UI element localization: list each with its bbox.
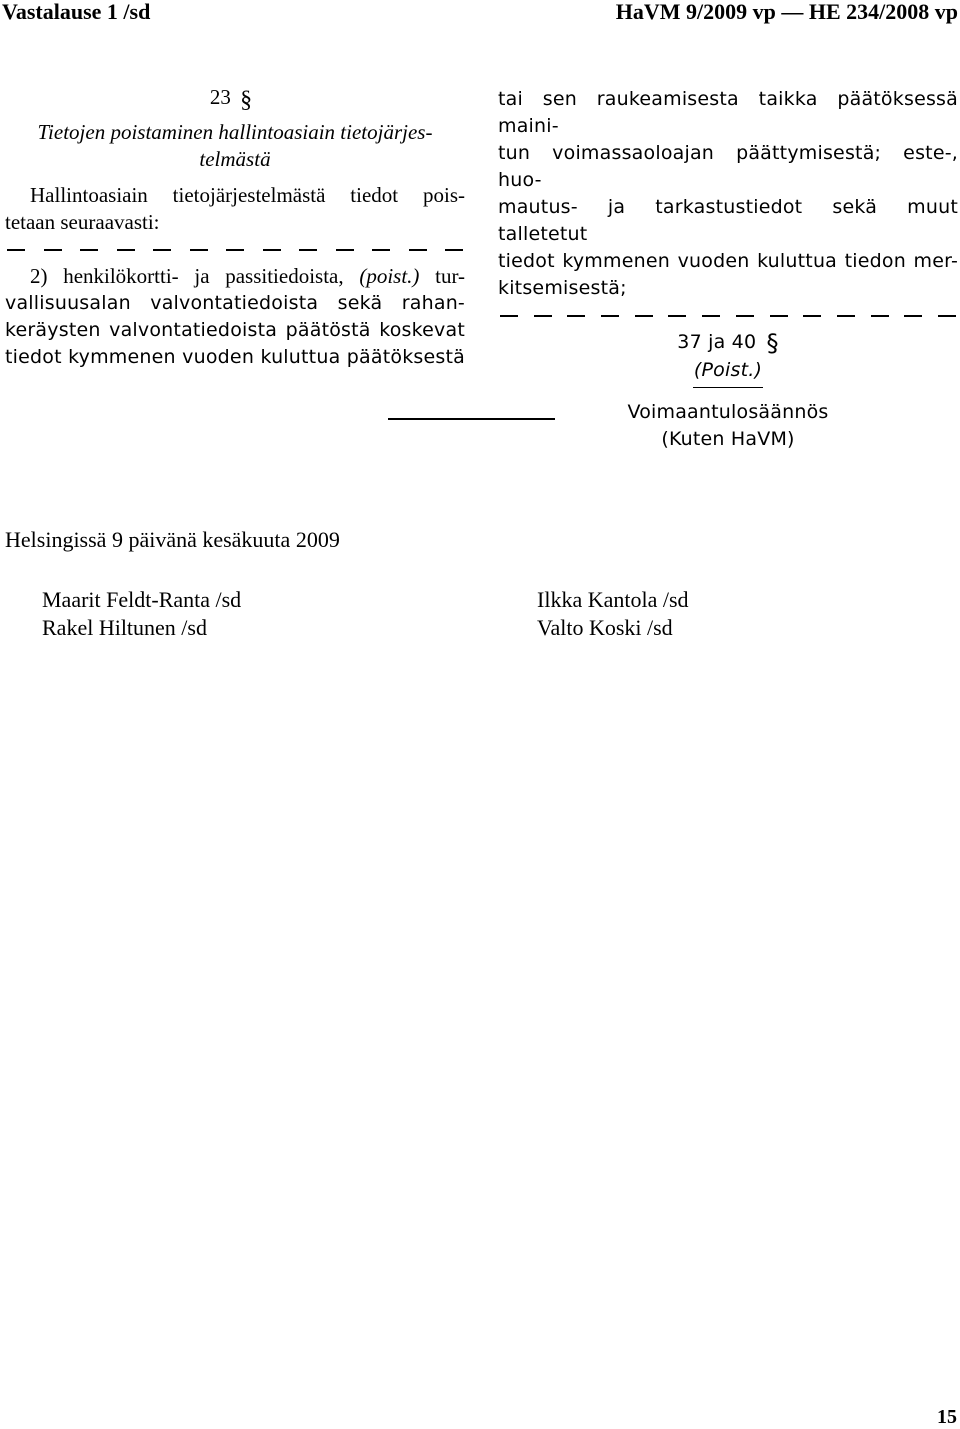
page-number: 15 (937, 1406, 957, 1428)
header-right: HaVM 9/2009 vp — HE 234/2008 vp (615, 0, 958, 24)
removed-note: (Poist.) (693, 359, 763, 381)
right-column (498, 84, 958, 453)
item-removed: (poist.) (359, 264, 420, 288)
intro-paragraph (5, 182, 465, 236)
short-rule (693, 387, 763, 388)
item-line (5, 263, 465, 290)
section-sign-icon: § (766, 329, 779, 357)
omission-dashes (5, 236, 465, 263)
item-suffix: tur- (419, 264, 466, 288)
signer-name: Valto Koski /sd (537, 615, 673, 640)
signer-name: Rakel Hiltunen /sd (42, 615, 207, 640)
header-left: Vastalause 1 /sd (2, 0, 151, 24)
item-paragraph (5, 263, 465, 371)
section-heading (5, 84, 465, 114)
signer-name: Maarit Feldt-Ranta /sd (42, 587, 242, 612)
paragraph-line: tun voimassaoloajan päättymisestä; este-, huo- (498, 142, 958, 191)
intro-line: tetaan seuraavasti: (5, 210, 160, 234)
effective-heading: Voimaantulosäännös (627, 401, 829, 423)
section-number: 37 ja 40 (677, 331, 757, 353)
item-line: tiedot kymmenen vuoden kuluttua päätöksestä (5, 346, 465, 368)
section-title (5, 119, 465, 173)
item-prefix: 2) henkilökortti- ja passitiedoista, (30, 264, 360, 288)
section-title-line: Tietojen poistaminen hallintoasiain tietojärjes- (37, 120, 433, 144)
section-sign-icon: § (240, 87, 253, 113)
left-column (5, 84, 465, 371)
section-number: 23 (209, 85, 231, 109)
place-date: Helsingissä 9 päivänä kesäkuuta 2009 (5, 527, 340, 552)
signers-right (537, 586, 689, 642)
section-heading (498, 329, 958, 357)
item-line: vallisuusalan valvontatiedoista sekä rahan- (5, 292, 465, 314)
paragraph-line: tai sen raukeamisesta taikka päätöksessä maini- (498, 88, 958, 137)
continued-paragraph (498, 86, 958, 302)
item-line: keräysten valvontatiedoista päätöstä koskevat (5, 319, 465, 341)
paragraph-line: mautus- ja tarkastustiedot sekä muut talletetut (498, 196, 958, 245)
signers-left (42, 586, 241, 642)
paragraph-line: tiedot kymmenen vuoden kuluttua tiedon mer- (498, 250, 958, 272)
section-title-line: telmästä (199, 147, 271, 171)
intro-line: Hallintoasiain tietojärjestelmästä tiedot pois- (30, 183, 465, 207)
effective-note: (Kuten HaVM) (661, 428, 795, 450)
separator-line (388, 418, 555, 420)
signer-name: Ilkka Kantola /sd (537, 587, 689, 612)
omission-dashes (498, 302, 958, 329)
paragraph-line: kitsemisestä; (498, 277, 627, 299)
